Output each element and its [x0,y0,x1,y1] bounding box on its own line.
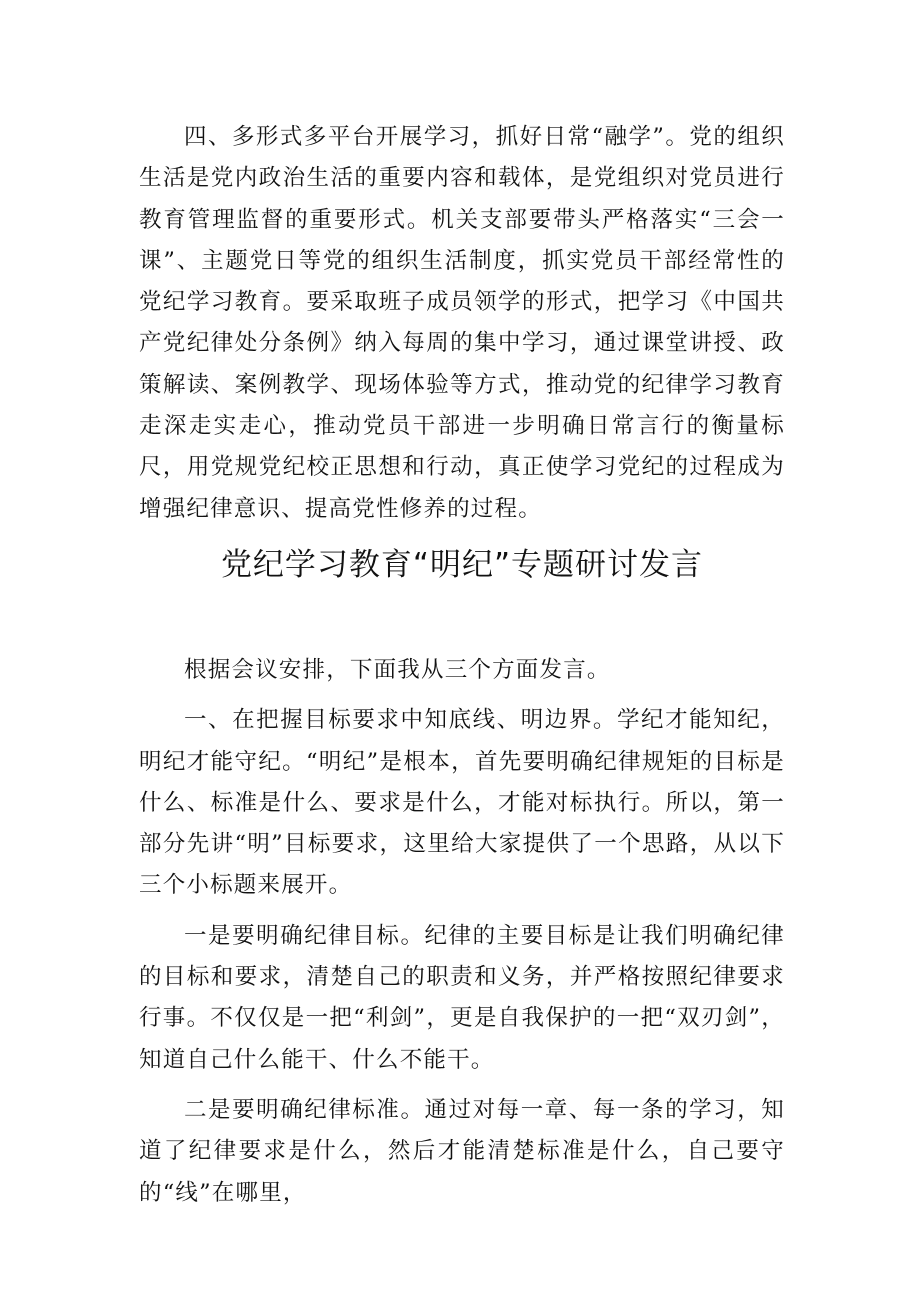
document-title: 党纪学习教育“明纪”专题研讨发言 [220,546,704,583]
paragraph-section-one: 一、在把握目标要求中知底线、明边界。学纪才能知纪，明纪才能守纪。“明纪”是根本，首先要明确纪律规矩的目标是什么、标准是什么、要求是什么，才能对标执行。所以，第一部分先讲“明”目标要求，这里给大家提供了一个思路，从以下三个小标题来展开。 [139,707,785,899]
title-spacing [139,594,785,650]
paragraph-intro: 根据会议安排，下面我从三个方面发言。 [184,656,611,683]
paragraph-point-one: 一是要明确纪律目标。纪律的主要目标是让我们明确纪律的目标和要求，清楚自己的职责和义务，并严格按照纪律要求行事。不仅仅是一把“利剑”，更是自我保护的一把“双刃剑”，知道自己什么能干、什么不能干。 [139,922,785,1073]
paragraph-section-four: 四、多形式多平台开展学习，抓好日常“融学”。党的组织生活是党内政治生活的重要内容和载体，是党组织对党员进行教育管理监督的重要形式。机关支部要带头严格落实“三会一课”、主题党日等党的组织生活制度，抓实党员干部经常性的党纪学习教育。要采取班子成员领学的形式，把学习《中国共产党纪律处分条例》纳入每周的集中学习，通过课堂讲授、政策解读、案例教学、现场体验等方式，推动党的纪律学习教育走深走实走心，推动党员干部进一步明确日常言行的衡量标尺，用党规党纪校正思想和行动，真正使学习党纪的过程成为增强纪律意识、提高党性修养的过程。 [139,124,785,522]
paragraph-point-two: 二是要明确纪律标准。通过对每一章、每一条的学习，知道了纪律要求是什么，然后才能清楚标准是什么，自己要守的“线”在哪里， [139,1096,785,1206]
document-body [139,117,785,1214]
